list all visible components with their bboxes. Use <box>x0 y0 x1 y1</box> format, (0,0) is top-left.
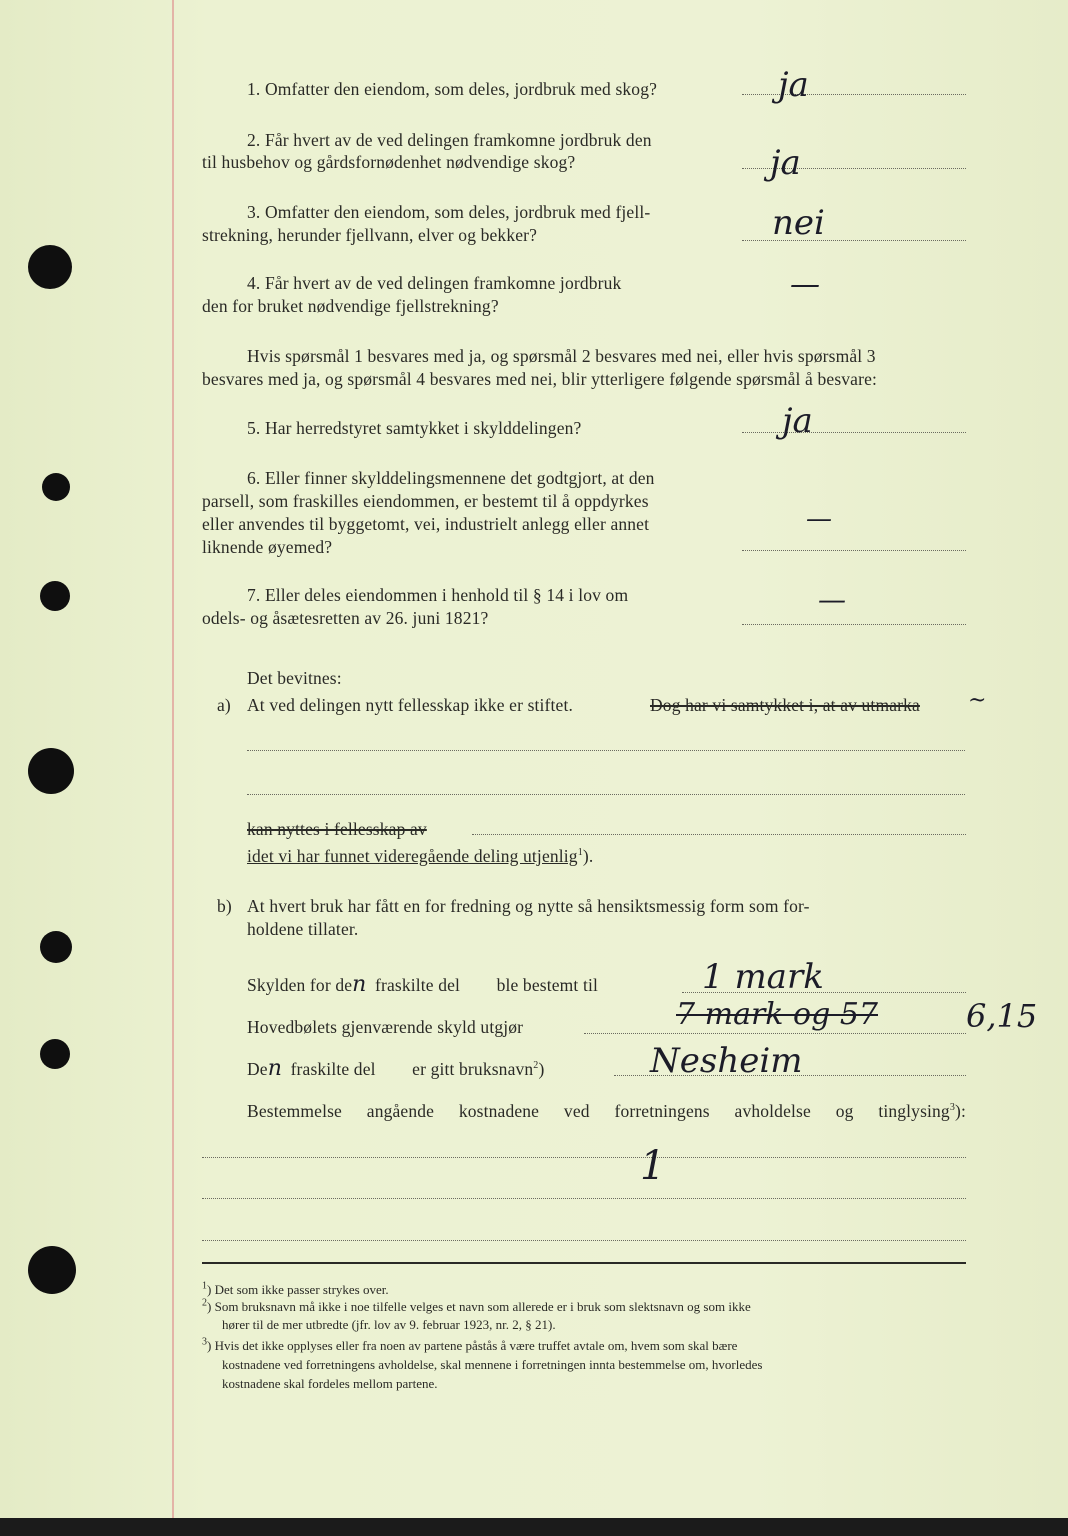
question-7-line-1: 7. Eller deles eiendommen i henhold til § 14 i lov om <box>247 585 629 605</box>
witness-heading: Det bevitnes: <box>247 668 342 688</box>
footnote-2-cont: hører til de mer utbredte (jfr. lov av 9. februar 1923, nr. 2, § 21). <box>222 1317 556 1332</box>
value-line <box>584 1033 966 1034</box>
footnote-2: $^2$) Som bruksnavn må ikke i noe tilfelle velges et navn som allerede er i bruk som slektsnavn og som ikke <box>202 1297 751 1314</box>
blank-line <box>472 834 966 835</box>
witness-a-tail: ). <box>582 846 594 866</box>
hovedbol-label: Hovedbølets gjenværende skyld utgjør <box>247 1017 524 1037</box>
blank-line <box>247 750 965 751</box>
question-5-text: 5. Har herredstyret samtykket i skylddelingen? <box>247 418 582 438</box>
witness-a-struck-2: kan nyttes i fellesskap av <box>247 819 427 839</box>
punch-hole <box>28 748 74 794</box>
punch-hole <box>28 1246 76 1294</box>
bruksnavn-label-c: er gitt bruksnavn <box>412 1059 534 1079</box>
hovedbol-struck-value: 7 mark og 57 <box>676 997 878 1032</box>
footnote-1: $^1$) Det som ikke passer strykes over. <box>202 1280 389 1297</box>
bruksnavn-value-handwriting: Nesheim <box>650 1041 803 1081</box>
footnote-3-text: Hvis det ikke opplyses eller fra noen av partene påstås å være truffet avtale om, hvem som skal bære <box>214 1338 738 1353</box>
answer-line <box>742 550 966 551</box>
bruksnavn-close: ) <box>538 1059 545 1079</box>
witness-a-struck-3-row <box>247 845 593 868</box>
witness-b-line-2: holdene tillater. <box>247 919 359 939</box>
question-2-line-2: til husbehov og gårdsfornødenhet nødvendige skog? <box>202 152 576 172</box>
question-1-text: 1. Omfatter den eiendom, som deles, jordbruk med skog? <box>247 79 658 99</box>
question-6-line-3: eller anvendes til byggetomt, vei, industrielt anlegg eller annet <box>202 514 650 534</box>
answer-line <box>742 624 966 625</box>
footnote-3-cont-1: kostnadene ved forretningens avholdelse, skal mennene i forretningen innta bestemmelse om, hvorledes <box>222 1357 763 1372</box>
answer-3-handwriting: nei <box>772 203 825 243</box>
witness-a-struck: Dog har vi samtykket i, at av utmarka <box>650 695 920 715</box>
condition-line-1: Hvis spørsmål 1 besvares med ja, og spørsmål 2 besvares med nei, eller hvis spørsmål 3 <box>247 346 876 366</box>
answer-line <box>742 432 966 433</box>
blank-line <box>202 1198 966 1199</box>
question-3-line-1: 3. Omfatter den eiendom, som deles, jordbruk med fjell- <box>247 202 651 222</box>
question-7-line-2: odels- og åsætesretten av 26. juni 1821? <box>202 608 489 628</box>
skyld-row <box>247 974 598 997</box>
blank-line <box>202 1157 966 1158</box>
witness-a-text: At ved delingen nytt fellesskap ikke er stiftet. <box>247 695 574 715</box>
footnote-rule <box>202 1262 966 1264</box>
footnote-ref-3: 3 <box>949 1102 955 1114</box>
skyld-hand-n: n <box>352 972 367 997</box>
question-4-line-1: 4. Får hvert av de ved delingen framkomne jordbruk <box>247 273 622 293</box>
hovedbol-value-handwriting: 6,15 <box>966 997 1038 1035</box>
footnote-ref-2: 2 <box>533 1060 539 1072</box>
question-6-line-1: 6. Eller finner skylddelingsmennene det godtgjort, at den <box>247 468 655 488</box>
question-6-line-4: liknende øyemed? <box>202 537 333 557</box>
footnote-3: $^3$) Hvis det ikke opplyses eller fra noen av partene påstås å være truffet avtale om, hvem som skal bære <box>202 1336 738 1353</box>
punch-hole <box>40 581 70 611</box>
punch-hole <box>28 245 72 289</box>
witness-b-line-1: At hvert bruk har fått en for fredning og nytte så hensiktsmessig form som for- <box>247 896 810 916</box>
punch-hole <box>40 1039 70 1069</box>
strike-tail-mark: ~ <box>968 688 987 713</box>
answer-4-dash: — <box>790 267 820 302</box>
footnote-2-number: 2 <box>202 1297 207 1309</box>
answer-7-dash: — <box>818 583 846 616</box>
bruksnavn-hand-n: n <box>267 1056 283 1081</box>
footnote-1-number: 1 <box>202 1280 207 1292</box>
bruksnavn-label-b: fraskilte del <box>290 1059 376 1079</box>
punch-hole <box>40 931 72 963</box>
skyld-label-b: fraskilte del <box>375 975 461 995</box>
punch-hole <box>42 473 70 501</box>
blank-line <box>202 1240 966 1241</box>
footnote-2-text: Som bruksnavn må ikke i noe tilfelle velges et navn som allerede er i bruk som slektsnavn og som ikke <box>214 1299 751 1314</box>
kostnader-label: Bestemmelse angående kostnadene ved forretningens avholdelse og tinglysing <box>247 1101 950 1121</box>
answer-line <box>742 94 966 95</box>
bruksnavn-label-a: De <box>247 1059 268 1079</box>
question-2-line-1: 2. Får hvert av de ved delingen framkomne jordbruk den <box>247 130 652 150</box>
answer-6-dash: — <box>806 504 832 534</box>
margin-rule <box>172 0 174 1536</box>
footnote-1-text: Det som ikke passer strykes over. <box>214 1282 389 1297</box>
question-4-line-2: den for bruket nødvendige fjellstrekning? <box>202 296 499 316</box>
blank-line <box>247 794 965 795</box>
skyld-label-a: Skylden for de <box>247 975 353 995</box>
witness-a-label: a) <box>217 695 231 715</box>
question-6-line-2: parsell, som fraskilles eiendommen, er bestemt til å oppdyrkes <box>202 491 649 511</box>
kostnader-close: ): <box>955 1101 966 1121</box>
footnote-3-number: 3 <box>202 1336 207 1348</box>
kostnader-row <box>247 1100 966 1123</box>
skyld-label-c: ble bestemt til <box>496 975 598 995</box>
witness-b-label: b) <box>217 896 232 916</box>
answer-5-handwriting: ja <box>782 401 813 441</box>
answer-1-handwriting: ja <box>778 65 809 105</box>
witness-a-struck-3: idet vi har funnet videregående deling utjenlig <box>247 846 578 866</box>
answer-2-handwriting: ja <box>770 143 801 183</box>
skyld-value-handwriting: 1 mark <box>702 957 824 997</box>
kostnader-mark-handwriting: 1 <box>640 1143 666 1189</box>
footnote-ref-1: 1 <box>577 847 583 859</box>
scan-border <box>0 1518 1068 1536</box>
condition-line-2: besvares med ja, og spørsmål 4 besvares med nei, blir ytterligere følgende spørsmål å besvare: <box>202 369 877 389</box>
footnote-3-cont-2: kostnadene skal fordeles mellom partene. <box>222 1376 438 1391</box>
question-3-line-2: strekning, herunder fjellvann, elver og bekker? <box>202 225 538 245</box>
bruksnavn-row <box>247 1058 544 1081</box>
